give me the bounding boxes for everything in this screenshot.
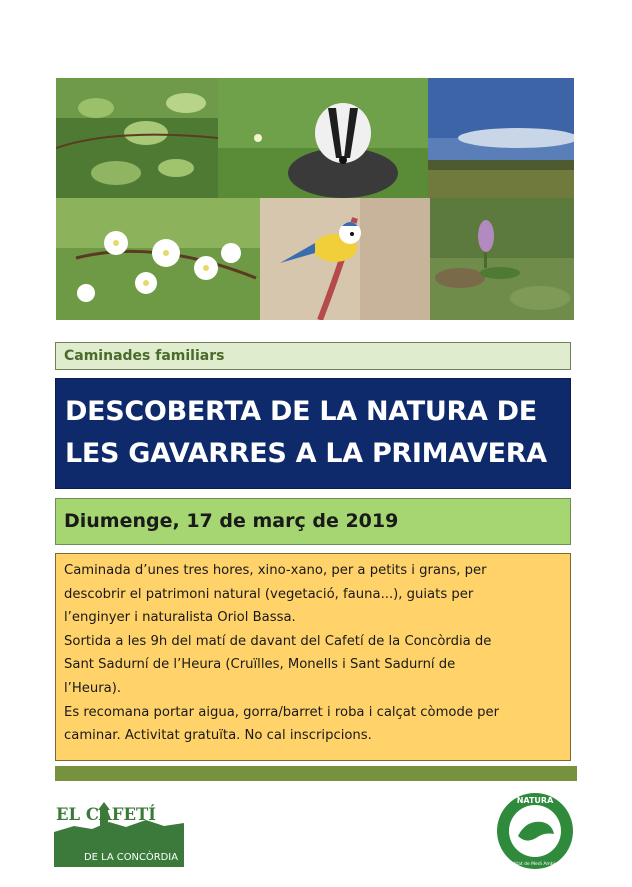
divider-bar [55, 766, 577, 781]
natura-logo [496, 792, 574, 870]
description-line: caminar. Activitat gratuïta. No cal inscripcions. [64, 728, 372, 744]
description-line: Sortida a les 9h del matí de davant del Cafetí de la Concòrdia de [64, 633, 492, 649]
event-date: Diumenge, 17 de març de 2019 [55, 498, 571, 545]
photo-blue-tit [260, 198, 430, 320]
description-line: l’enginyer i naturalista Oriol Bassa. [64, 610, 296, 626]
description-line: Caminada d’unes tres hores, xino-xano, per a petits i grans, per [64, 563, 487, 578]
category-label: Caminades familiars [55, 342, 571, 370]
event-description [55, 553, 571, 761]
cafeti-logo-bottom-text: DE LA CONCÒRDIA [84, 852, 179, 863]
cafeti-logo-top-text: EL CAFETÍ [56, 805, 160, 825]
description-line: Sant Sadurní de l’Heura (Cruïlles, Monells i Sant Sadurní de [64, 657, 456, 673]
photo-badger [218, 78, 428, 198]
photo-landscape [428, 78, 574, 198]
event-title-line: LES GAVARRES A LA PRIMAVERA [65, 438, 547, 469]
photo-oak-leaves [56, 78, 218, 198]
photo-blossoms [56, 198, 260, 320]
event-title-line: DESCOBERTA DE LA NATURA DE [65, 396, 537, 427]
natura-logo-bottom-text: Entitat de Medi Ambient [507, 862, 563, 867]
natura-logo-top-text: NATURA [516, 796, 554, 805]
event-title [55, 378, 571, 489]
description-line: descobrir el patrimoni natural (vegetació, fauna...), guiats per [64, 586, 474, 602]
photo-orchid [430, 198, 574, 320]
description-line: Es recomana portar aigua, gorra/barret i roba i calçat còmode per [64, 704, 500, 720]
cafeti-logo [54, 796, 184, 867]
description-line: l’Heura). [64, 680, 122, 696]
